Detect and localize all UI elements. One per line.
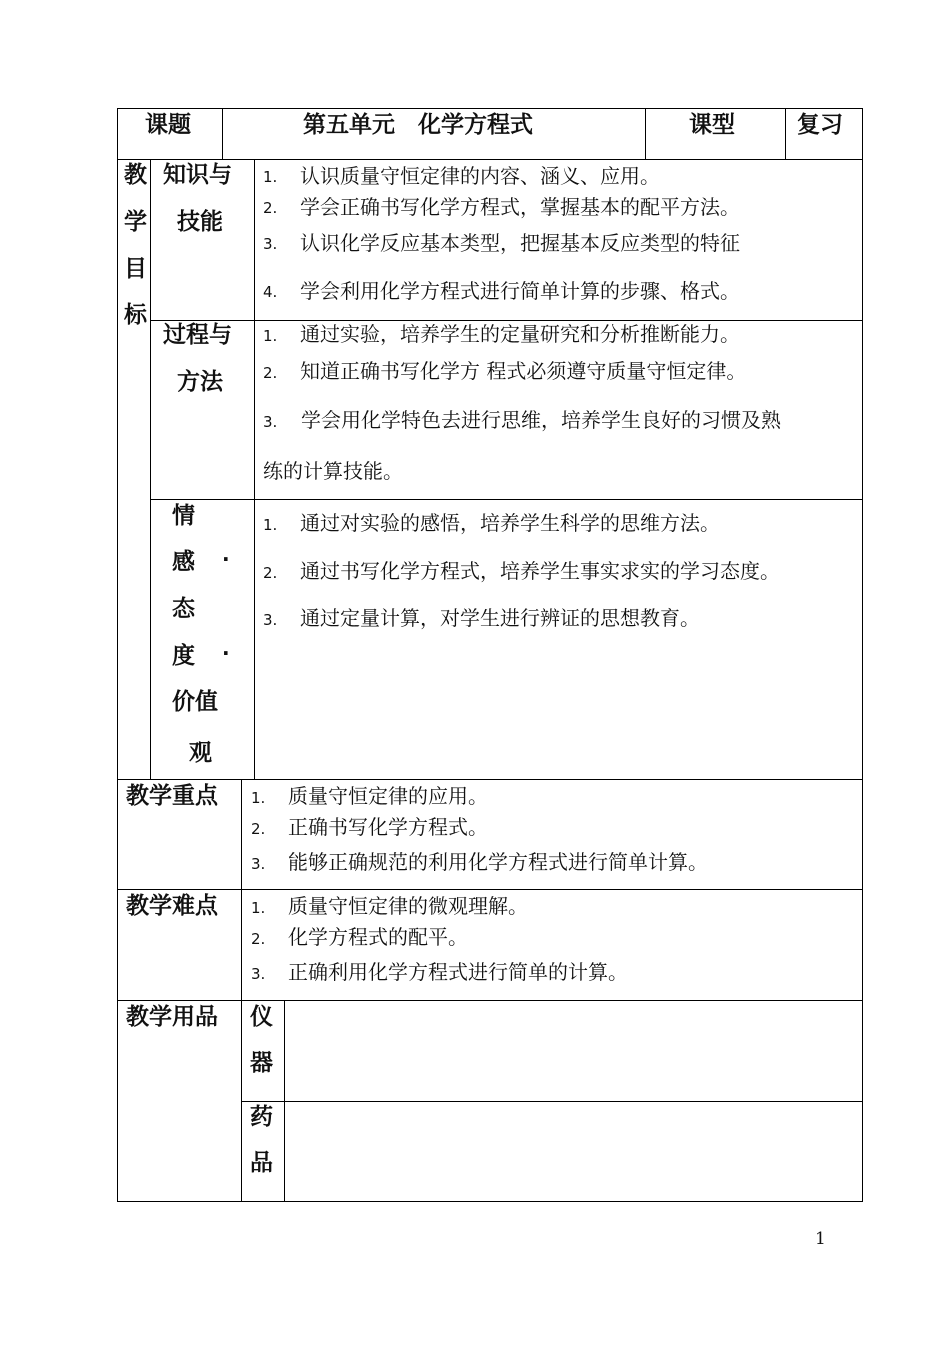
lesson-type-value: 复习	[797, 112, 843, 138]
lesson-title: 第五单元 化学方程式	[303, 112, 533, 138]
list-item: 能够正确规范的利用化学方程式进行简单计算。	[288, 850, 708, 874]
list-item: 学会利用化学方程式进行简单计算的步骤、格式。	[300, 279, 740, 303]
emotion-label-char: 感	[172, 549, 195, 575]
list-item: 通过定量计算，对学生进行辨证的思想教育。	[300, 606, 700, 630]
label-separator: ·	[222, 641, 230, 665]
instruments-label-char: 器	[250, 1050, 273, 1076]
list-number: 1.	[263, 516, 278, 534]
lesson-type-label: 课型	[689, 112, 735, 138]
list-item: 正确书写化学方程式。	[288, 815, 488, 839]
reagents-label-char: 品	[250, 1150, 273, 1176]
list-item: 化学方程式的配平。	[288, 925, 468, 949]
row-divider-keypoints	[117, 889, 863, 890]
list-number: 2.	[263, 564, 278, 582]
knowledge-label: 知识与	[163, 162, 232, 188]
list-item: 认识化学反应基本类型，把握基本反应类型的特征	[300, 231, 740, 255]
row-divider-header	[117, 159, 863, 160]
list-item: 学会正确书写化学方程式，掌握基本的配平方法。	[300, 195, 740, 219]
subject-label: 课题	[145, 112, 191, 138]
list-number: 2.	[251, 820, 266, 838]
list-item: 通过实验，培养学生的定量研究和分析推断能力。	[300, 322, 740, 346]
page-number: 1	[815, 1229, 826, 1249]
list-number: 1.	[251, 789, 266, 807]
objectives-label-char: 学	[124, 209, 147, 235]
header-col-2	[645, 108, 646, 160]
row-divider-knowledge	[150, 320, 863, 321]
list-number: 4.	[263, 283, 278, 301]
emotion-label-char: 度	[172, 643, 195, 669]
supplies-sublabel-col	[284, 1000, 285, 1202]
table-bottom-border	[117, 1201, 863, 1202]
process-label: 过程与	[163, 322, 232, 348]
list-item: 通过书写化学方程式，培养学生事实求实的学习态度。	[300, 559, 780, 583]
instruments-label-char: 仪	[250, 1004, 273, 1030]
list-item: 通过对实验的感悟，培养学生科学的思维方法。	[300, 511, 720, 535]
row-divider-process	[150, 499, 863, 500]
objectives-label-char: 目	[124, 256, 147, 282]
list-item: 认识质量守恒定律的内容、涵义、应用。	[300, 164, 660, 188]
row-divider-objectives	[117, 779, 863, 780]
row-divider-difficulties	[117, 1000, 863, 1001]
emotion-label-char: 价值	[172, 689, 218, 715]
process-label: 方法	[177, 369, 223, 395]
list-number: 2.	[263, 199, 278, 217]
objectives-label-col	[150, 159, 151, 780]
objectives-label-char: 标	[124, 302, 147, 328]
list-number: 3.	[251, 965, 266, 983]
list-number: 1.	[251, 899, 266, 917]
list-number: 1.	[263, 168, 278, 186]
header-col-3	[785, 108, 786, 160]
header-col-1	[222, 108, 223, 160]
list-number: 3.	[263, 611, 278, 629]
objectives-label-char: 教	[124, 162, 147, 188]
knowledge-label: 技能	[177, 209, 223, 235]
supplies-label: 教学用品	[126, 1004, 218, 1030]
objectives-content-col	[254, 159, 255, 780]
list-number: 2.	[263, 364, 278, 382]
list-number: 3.	[263, 413, 278, 431]
list-number: 3.	[251, 855, 266, 873]
list-number: 2.	[251, 930, 266, 948]
keypoints-label-col	[241, 779, 242, 1202]
table-top-border	[117, 108, 863, 109]
emotion-label-char: 态	[172, 596, 195, 622]
list-item: 质量守恒定律的微观理解。	[288, 894, 528, 918]
emotion-label-char: 情	[172, 503, 195, 529]
list-item: 学会用化学特色去进行思维，培养学生良好的习惯及熟	[301, 408, 781, 432]
list-item: 正确利用化学方程式进行简单的计算。	[288, 960, 628, 984]
table-left-border	[117, 108, 118, 1202]
list-item-continuation: 练的计算技能。	[263, 459, 403, 483]
emotion-label-char: 观	[189, 740, 212, 766]
list-number: 3.	[263, 235, 278, 253]
difficulties-label: 教学难点	[126, 893, 218, 919]
label-separator: ·	[222, 547, 230, 571]
table-right-border	[862, 108, 863, 1202]
list-item: 知道正确书写化学方 程式必须遵守质量守恒定律。	[300, 359, 747, 383]
reagents-label-char: 药	[250, 1104, 273, 1130]
list-number: 1.	[263, 327, 278, 345]
key-points-label: 教学重点	[126, 783, 218, 809]
row-divider-instruments	[241, 1101, 863, 1102]
list-item: 质量守恒定律的应用。	[288, 784, 488, 808]
